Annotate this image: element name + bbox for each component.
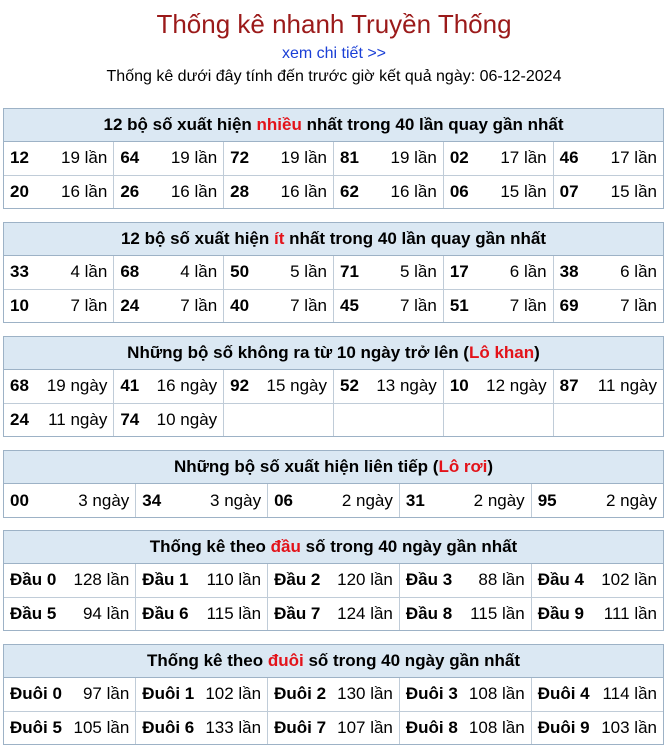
stat-cell: [268, 711, 400, 744]
stat-cell: [333, 403, 443, 436]
stat-number: 20: [10, 181, 29, 201]
stat-number: 46: [559, 148, 579, 168]
stat-number: Đầu 9: [537, 603, 584, 623]
stat-number: 10: [10, 295, 29, 315]
table-row: [4, 175, 663, 208]
stat-number: Đuôi 2: [274, 684, 327, 704]
stat-number: Đuôi 4: [537, 684, 590, 704]
stat-cell-content: [406, 491, 525, 511]
stat-count: 13 ngày: [376, 376, 437, 396]
stat-number: 69: [559, 295, 579, 315]
stat-count: 102 lần: [601, 570, 657, 590]
stat-count: 105 lần: [73, 717, 130, 737]
least-frequent-heading: [4, 223, 663, 256]
stat-cell: [531, 484, 663, 517]
stat-count: 133 lần: [205, 717, 262, 737]
stat-count: 130 lần: [337, 684, 393, 704]
stat-number: 33: [10, 262, 29, 282]
stat-cell: [333, 289, 443, 322]
stat-cell-content: [142, 570, 261, 590]
stat-cell: [399, 597, 531, 630]
stat-cell: [4, 597, 136, 630]
heading-text: Thống kê theo: [146, 651, 268, 670]
duoi-stats-section: [3, 644, 664, 745]
heading-highlight: đuôi: [267, 651, 304, 670]
stat-cell-content: [10, 296, 107, 316]
stat-cell: [224, 403, 334, 436]
stat-number: Đầu 2: [274, 570, 321, 590]
stat-cell-content: [274, 491, 393, 511]
stat-cell-content: [142, 491, 261, 511]
stat-cell-content: [560, 148, 657, 168]
stat-cell: [399, 564, 531, 597]
heading-text: ): [534, 343, 540, 362]
lo-khan-heading: [4, 337, 663, 370]
stat-cell: [553, 256, 663, 289]
table-row: [4, 403, 663, 436]
stat-cell: [224, 256, 334, 289]
stat-cell-content: [230, 182, 327, 202]
stat-count: 3 ngày: [210, 490, 262, 510]
stat-count: 114 lần: [602, 684, 657, 704]
stat-count: 5 lần: [290, 262, 327, 282]
heading-highlight: nhiều: [256, 115, 302, 134]
stat-cell: [333, 256, 443, 289]
heading-text: 12 bộ số xuất hiện: [103, 115, 257, 134]
stat-count: 7 lần: [290, 295, 327, 315]
stat-number: 51: [449, 295, 469, 315]
stat-cell-content: [142, 718, 261, 738]
dau-stats-table: [4, 564, 663, 630]
stat-cell: [443, 142, 553, 175]
stat-cell: [4, 678, 136, 711]
stat-number: 74: [120, 409, 140, 429]
stat-number: 64: [120, 148, 140, 168]
stat-cell-content: [230, 262, 327, 282]
stat-cell: [399, 484, 531, 517]
stat-number: 72: [230, 148, 250, 168]
stat-number: 92: [230, 376, 250, 396]
stat-count: 6 lần: [509, 262, 547, 282]
stat-number: 06: [449, 181, 469, 201]
stat-cell-content: [406, 570, 525, 590]
stat-cell-content: [450, 182, 547, 202]
stat-number: 02: [449, 148, 469, 168]
lo-roi-section: [3, 450, 664, 518]
stat-number: Đầu 6: [142, 603, 189, 623]
stat-cell-content: [340, 262, 437, 282]
stat-cell: [443, 370, 553, 403]
stat-cell: [136, 597, 268, 630]
stat-cell-content: [10, 570, 129, 590]
stat-cell-content: [560, 296, 657, 316]
stat-number: Đầu 3: [405, 570, 453, 590]
heading-highlight: Lô rơi: [438, 457, 488, 476]
stat-count: 19 lần: [61, 148, 108, 168]
stat-count: 19 lần: [280, 148, 327, 168]
dau-stats-section: [3, 530, 664, 631]
stat-cell: [4, 175, 114, 208]
stat-cell-content: [340, 148, 437, 168]
stat-number: 50: [230, 262, 250, 282]
stat-cell: [114, 289, 224, 322]
stat-count: 16 lần: [170, 181, 218, 201]
stat-number: 87: [559, 376, 579, 396]
stat-count: 103 lần: [601, 717, 657, 737]
stat-number: Đuôi 3: [405, 684, 458, 704]
stat-cell-content: [406, 718, 525, 738]
table-row: [4, 564, 663, 597]
stat-number: 24: [120, 295, 140, 315]
stat-cell: [4, 403, 114, 436]
table-row: [4, 484, 663, 517]
most-frequent-heading: [4, 109, 663, 142]
stat-cell: [4, 289, 114, 322]
lo-khan-section: [3, 336, 664, 437]
stat-cell-content: [538, 604, 657, 624]
stat-number: 26: [120, 181, 140, 201]
stat-cell-content: [450, 296, 547, 316]
stat-count: 12 ngày: [486, 376, 547, 396]
stat-number: 28: [230, 181, 250, 201]
stat-count: 17 lần: [610, 148, 657, 168]
stat-count: 15 ngày: [266, 376, 327, 396]
stat-cell: [333, 370, 443, 403]
stat-cell-content: [560, 182, 657, 202]
page-title: Thống kê nhanh Truyền Thống: [156, 9, 512, 39]
duoi-stats-table: [4, 678, 663, 744]
stat-cell-content: [406, 604, 525, 624]
stat-count: 94 lần: [82, 603, 130, 623]
stat-count: 16 lần: [390, 181, 437, 201]
stat-count: 108 lần: [468, 717, 525, 737]
heading-highlight: đầu: [270, 537, 301, 556]
stat-number: Đầu 1: [142, 570, 189, 590]
stat-cell-content: [120, 148, 217, 168]
stat-number: 34: [142, 490, 162, 510]
stat-cell: [268, 597, 400, 630]
stat-number: Đuôi 7: [274, 717, 327, 737]
stat-number: Đuôi 9: [537, 717, 590, 737]
heading-text: Thống kê theo: [149, 537, 271, 556]
stat-cell-content: [142, 684, 261, 704]
stat-cell: [333, 175, 443, 208]
stat-cell: [443, 256, 553, 289]
stat-number: 45: [339, 295, 359, 315]
stat-number: 06: [274, 490, 294, 510]
stat-cell: [443, 289, 553, 322]
stat-cell: [4, 564, 136, 597]
stat-count: 111 lần: [603, 603, 657, 623]
stat-number: 24: [10, 409, 29, 429]
stat-cell: [136, 711, 268, 744]
stat-cell-content: [10, 262, 107, 282]
stat-cell-content: [450, 376, 547, 396]
stat-cell-content: [538, 718, 657, 738]
stat-count: 7 lần: [620, 295, 657, 315]
stat-count: 120 lần: [337, 570, 393, 590]
heading-text: ): [487, 457, 494, 476]
stat-cell-content: [274, 570, 393, 590]
stat-number: Đuôi 5: [10, 717, 62, 737]
stat-cell-content: [560, 262, 657, 282]
stat-number: 71: [339, 262, 359, 282]
lo-roi-table: [4, 484, 663, 517]
stat-cell: [114, 370, 224, 403]
stat-cell-content: [10, 684, 129, 704]
stat-cell: [443, 403, 553, 436]
stat-count: 15 lần: [610, 181, 657, 201]
stat-cell: [224, 370, 334, 403]
page-subtitle: Thống kê dưới đây tính đến trước giờ kết quả ngày: 06-12-2024: [106, 68, 562, 85]
stat-cell: [114, 256, 224, 289]
stat-count: 19 lần: [390, 148, 437, 168]
stat-cell-content: [120, 262, 217, 282]
table-row: [4, 256, 663, 289]
stat-cell: [224, 175, 334, 208]
stat-cell-content: [450, 148, 547, 168]
stat-count: 5 lần: [399, 262, 437, 282]
stat-cell-content: [230, 376, 327, 396]
table-row: [4, 711, 663, 744]
stat-cell: [399, 711, 531, 744]
stat-count: 2 ngày: [341, 490, 393, 510]
stat-cell: [531, 711, 663, 744]
stat-cell-content: [538, 491, 657, 511]
stat-cell: [4, 256, 114, 289]
stat-number: 12: [10, 148, 29, 168]
stat-count: 3 ngày: [78, 490, 130, 510]
stat-count: 6 lần: [620, 262, 657, 282]
stat-count: 19 lần: [170, 148, 218, 168]
heading-text: số trong 40 ngày gần nhất: [303, 651, 521, 670]
stat-count: 17 lần: [500, 148, 547, 168]
stat-cell-content: [274, 604, 393, 624]
lo-roi-heading: [4, 451, 663, 484]
stat-count: 7 lần: [70, 295, 108, 315]
stat-cell: [268, 484, 400, 517]
stat-cell-content: [120, 410, 217, 430]
table-row: [4, 678, 663, 711]
stat-cell: [4, 370, 114, 403]
stat-cell-content: [230, 148, 327, 168]
stat-count: 11 ngày: [597, 376, 657, 396]
stat-cell: [224, 142, 334, 175]
stat-count: 19 ngày: [46, 376, 108, 396]
stat-cell: [399, 678, 531, 711]
stat-count: 4 lần: [180, 262, 218, 282]
stat-number: 00: [10, 490, 29, 510]
stat-cell: [553, 175, 663, 208]
stat-cell: [136, 484, 268, 517]
heading-text: nhất trong 40 lần quay gần nhất: [284, 229, 547, 248]
lo-khan-table: [4, 370, 663, 436]
stat-count: 128 lần: [73, 570, 130, 590]
stat-count: 88 lần: [478, 570, 525, 590]
stat-number: Đầu 4: [537, 570, 584, 590]
heading-highlight: ít: [274, 229, 285, 248]
stat-cell-content: [538, 684, 657, 704]
stat-number: 68: [120, 262, 140, 282]
table-row: [4, 142, 663, 175]
least-frequent-table: [4, 256, 663, 322]
stat-count: 108 lần: [468, 684, 525, 704]
stat-count: 102 lần: [205, 684, 262, 704]
stat-cell: [531, 678, 663, 711]
stat-number: 07: [559, 181, 579, 201]
stat-cell: [553, 370, 663, 403]
stat-number: 41: [120, 376, 140, 396]
stat-count: 7 lần: [509, 295, 547, 315]
stat-cell-content: [10, 148, 107, 168]
stat-number: 68: [10, 376, 29, 396]
stat-cell-content: [10, 376, 107, 396]
stat-cell-content: [10, 604, 129, 624]
stat-cell-content: [120, 296, 217, 316]
stat-cell: [553, 142, 663, 175]
stat-count: 2 ngày: [473, 490, 525, 510]
stat-cell: [4, 142, 114, 175]
stat-count: 15 lần: [500, 181, 547, 201]
stat-cell: [268, 678, 400, 711]
stat-cell: [268, 564, 400, 597]
stat-number: Đuôi 1: [142, 684, 195, 704]
stat-number: 10: [449, 376, 469, 396]
stat-number: 52: [339, 376, 359, 396]
stat-cell: [333, 142, 443, 175]
stat-cell: [114, 142, 224, 175]
stat-cell: [224, 289, 334, 322]
stat-cell-content: [10, 491, 129, 511]
stat-number: 38: [559, 262, 579, 282]
stat-number: 62: [339, 181, 359, 201]
stat-number: 31: [405, 490, 425, 510]
page-header: [0, 0, 668, 87]
heading-text: Những bộ số xuất hiện liên tiếp (: [173, 457, 439, 476]
stat-cell: [531, 597, 663, 630]
stat-number: 40: [230, 295, 250, 315]
stat-count: 11 ngày: [48, 409, 108, 429]
view-details-link[interactable]: xem chi tiết >>: [281, 45, 387, 62]
heading-highlight: Lô khan: [468, 343, 535, 362]
stat-number: Đầu 5: [10, 603, 57, 623]
stat-number: 81: [339, 148, 359, 168]
heading-text: 12 bộ số xuất hiện: [120, 229, 274, 248]
stat-number: Đầu 8: [405, 603, 453, 623]
stat-count: 16 ngày: [156, 376, 218, 396]
stat-cell: [553, 403, 663, 436]
stat-cell-content: [10, 410, 107, 430]
stat-cell-content: [120, 182, 217, 202]
least-frequent-section: [3, 222, 664, 323]
stat-cell-content: [560, 376, 657, 396]
stat-cell-content: [274, 684, 393, 704]
stat-count: 124 lần: [337, 603, 393, 623]
stat-number: Đuôi 6: [142, 717, 195, 737]
table-row: [4, 289, 663, 322]
heading-text: Những bộ số không ra từ 10 ngày trở lên (: [127, 343, 469, 362]
duoi-stats-heading: [4, 645, 663, 678]
table-row: [4, 370, 663, 403]
stat-count: 110 lần: [206, 570, 262, 590]
dau-stats-heading: [4, 531, 663, 564]
stat-cell-content: [10, 182, 107, 202]
stat-cell-content: [340, 296, 437, 316]
stat-count: 97 lần: [82, 684, 130, 704]
stat-cell: [114, 175, 224, 208]
stat-count: 7 lần: [399, 295, 437, 315]
stat-cell-content: [120, 376, 217, 396]
stat-number: Đầu 0: [10, 570, 57, 590]
stat-count: 16 lần: [280, 181, 327, 201]
stat-count: 4 lần: [70, 262, 108, 282]
stat-cell-content: [450, 262, 547, 282]
stat-count: 107 lần: [337, 717, 393, 737]
stat-cell-content: [274, 718, 393, 738]
stat-count: 2 ngày: [605, 490, 657, 510]
stat-cell: [4, 484, 136, 517]
stat-cell-content: [142, 604, 261, 624]
stat-cell-content: [538, 570, 657, 590]
stat-cell-content: [406, 684, 525, 704]
stat-cell-content: [230, 296, 327, 316]
stat-cell: [114, 403, 224, 436]
most-frequent-section: [3, 108, 664, 209]
stat-cell-content: [340, 182, 437, 202]
stat-number: Đuôi 8: [405, 717, 458, 737]
stat-cell: [136, 564, 268, 597]
stat-cell-content: [10, 718, 129, 738]
stat-count: 115 lần: [206, 603, 262, 623]
stat-count: 115 lần: [470, 603, 525, 623]
table-row: [4, 597, 663, 630]
most-frequent-table: [4, 142, 663, 208]
stat-cell: [443, 175, 553, 208]
stat-number: 95: [537, 490, 557, 510]
stat-cell: [531, 564, 663, 597]
stat-cell: [4, 711, 136, 744]
stat-count: 10 ngày: [156, 409, 218, 429]
stat-number: Đầu 7: [274, 603, 321, 623]
stat-count: 7 lần: [180, 295, 218, 315]
stat-cell-content: [340, 376, 437, 396]
stat-number: Đuôi 0: [10, 684, 62, 704]
heading-text: nhất trong 40 lần quay gần nhất: [301, 115, 564, 134]
stat-cell: [553, 289, 663, 322]
heading-text: số trong 40 ngày gần nhất: [300, 537, 518, 556]
stat-number: 17: [449, 262, 469, 282]
stat-cell: [136, 678, 268, 711]
stat-count: 16 lần: [61, 181, 108, 201]
